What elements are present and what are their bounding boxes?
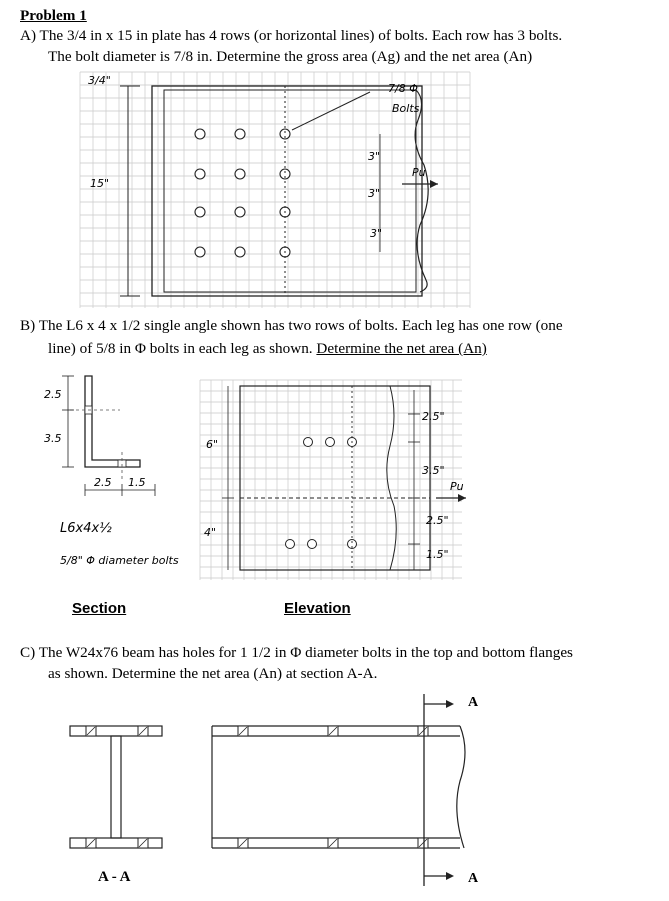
part-b-line2-task: Determine the net area (An) xyxy=(316,340,487,357)
part-c-line1: C) The W24x76 beam has holes for 1 1/2 in Φ diameter bolts in the top and bottom flanges xyxy=(20,644,573,661)
bolt xyxy=(235,169,245,179)
fig-a-spacing2: 3" xyxy=(368,187,381,200)
figure-a-plate xyxy=(80,72,480,312)
bolt xyxy=(304,438,313,447)
fig-a-length: 15" xyxy=(90,177,110,190)
bolt xyxy=(195,129,205,139)
elevation-caption: Elevation xyxy=(284,600,351,617)
fig-a-load: Pu xyxy=(412,166,426,179)
section-dim-3: 2.5 xyxy=(94,476,112,489)
cut-label-bottom: A xyxy=(468,871,479,886)
fig-a-bolt-grid xyxy=(195,129,290,257)
cut-label-top: A xyxy=(468,695,479,710)
bolt xyxy=(195,247,205,257)
elev-dim-1: 6" xyxy=(206,438,219,451)
figure-c-beam xyxy=(60,690,500,895)
section-dim-1: 2.5 xyxy=(44,388,62,401)
bolt xyxy=(286,540,295,549)
part-b-line2-text: line) of 5/8 in Φ bolts in each leg as shown. xyxy=(48,340,317,357)
section-aa-label: A - A xyxy=(98,869,131,885)
section-caption: Section xyxy=(72,600,127,617)
part-a-line1: A) The 3/4 in x 15 in plate has 4 rows (or horizontal lines) of bolts. Each row has 3 bolts. xyxy=(20,27,563,44)
angle-label: L6x4x½ xyxy=(60,521,112,536)
part-b-line2 xyxy=(48,339,487,359)
elev-right-dim-1: 2.5" xyxy=(422,410,445,423)
section-dim-4: 1.5 xyxy=(128,476,146,489)
elev-right-dim-3: 2.5" xyxy=(426,514,449,527)
problem-title: Problem 1 xyxy=(20,7,87,24)
fig-a-bolt-note: 7/8 Φ xyxy=(388,82,418,95)
part-b-line1: B) The L6 x 4 x 1/2 single angle shown has two rows of bolts. Each leg has one row (one xyxy=(20,317,563,334)
part-c-line2: as shown. Determine the net area (An) at section A-A. xyxy=(48,665,378,682)
figure-b-section xyxy=(30,372,200,592)
fig-a-spacing1: 3" xyxy=(368,150,381,163)
section-dim-2: 3.5 xyxy=(44,432,62,445)
elev-right-dim-2: 3.5" xyxy=(422,464,445,477)
fig-a-bolt-note2: Bolts xyxy=(392,102,420,115)
bolt xyxy=(195,207,205,217)
bolt xyxy=(235,129,245,139)
bolt xyxy=(195,169,205,179)
elev-right-dim-4: 1.5" xyxy=(426,548,449,561)
part-a-line2: The bolt diameter is 7/8 in. Determine the gross area (Ag) and the net area (An) xyxy=(48,48,533,65)
elev-dim-2: 4" xyxy=(204,526,217,539)
bolt xyxy=(235,247,245,257)
bolt-label: 5/8" Φ diameter bolts xyxy=(60,554,179,567)
elev-load: Pu xyxy=(450,480,464,493)
fig-a-spacing3: 3" xyxy=(370,227,383,240)
fig-a-thickness: 3/4" xyxy=(88,74,111,87)
bolt xyxy=(235,207,245,217)
bolt xyxy=(308,540,317,549)
figure-b-elevation xyxy=(200,380,470,600)
bolt xyxy=(326,438,335,447)
